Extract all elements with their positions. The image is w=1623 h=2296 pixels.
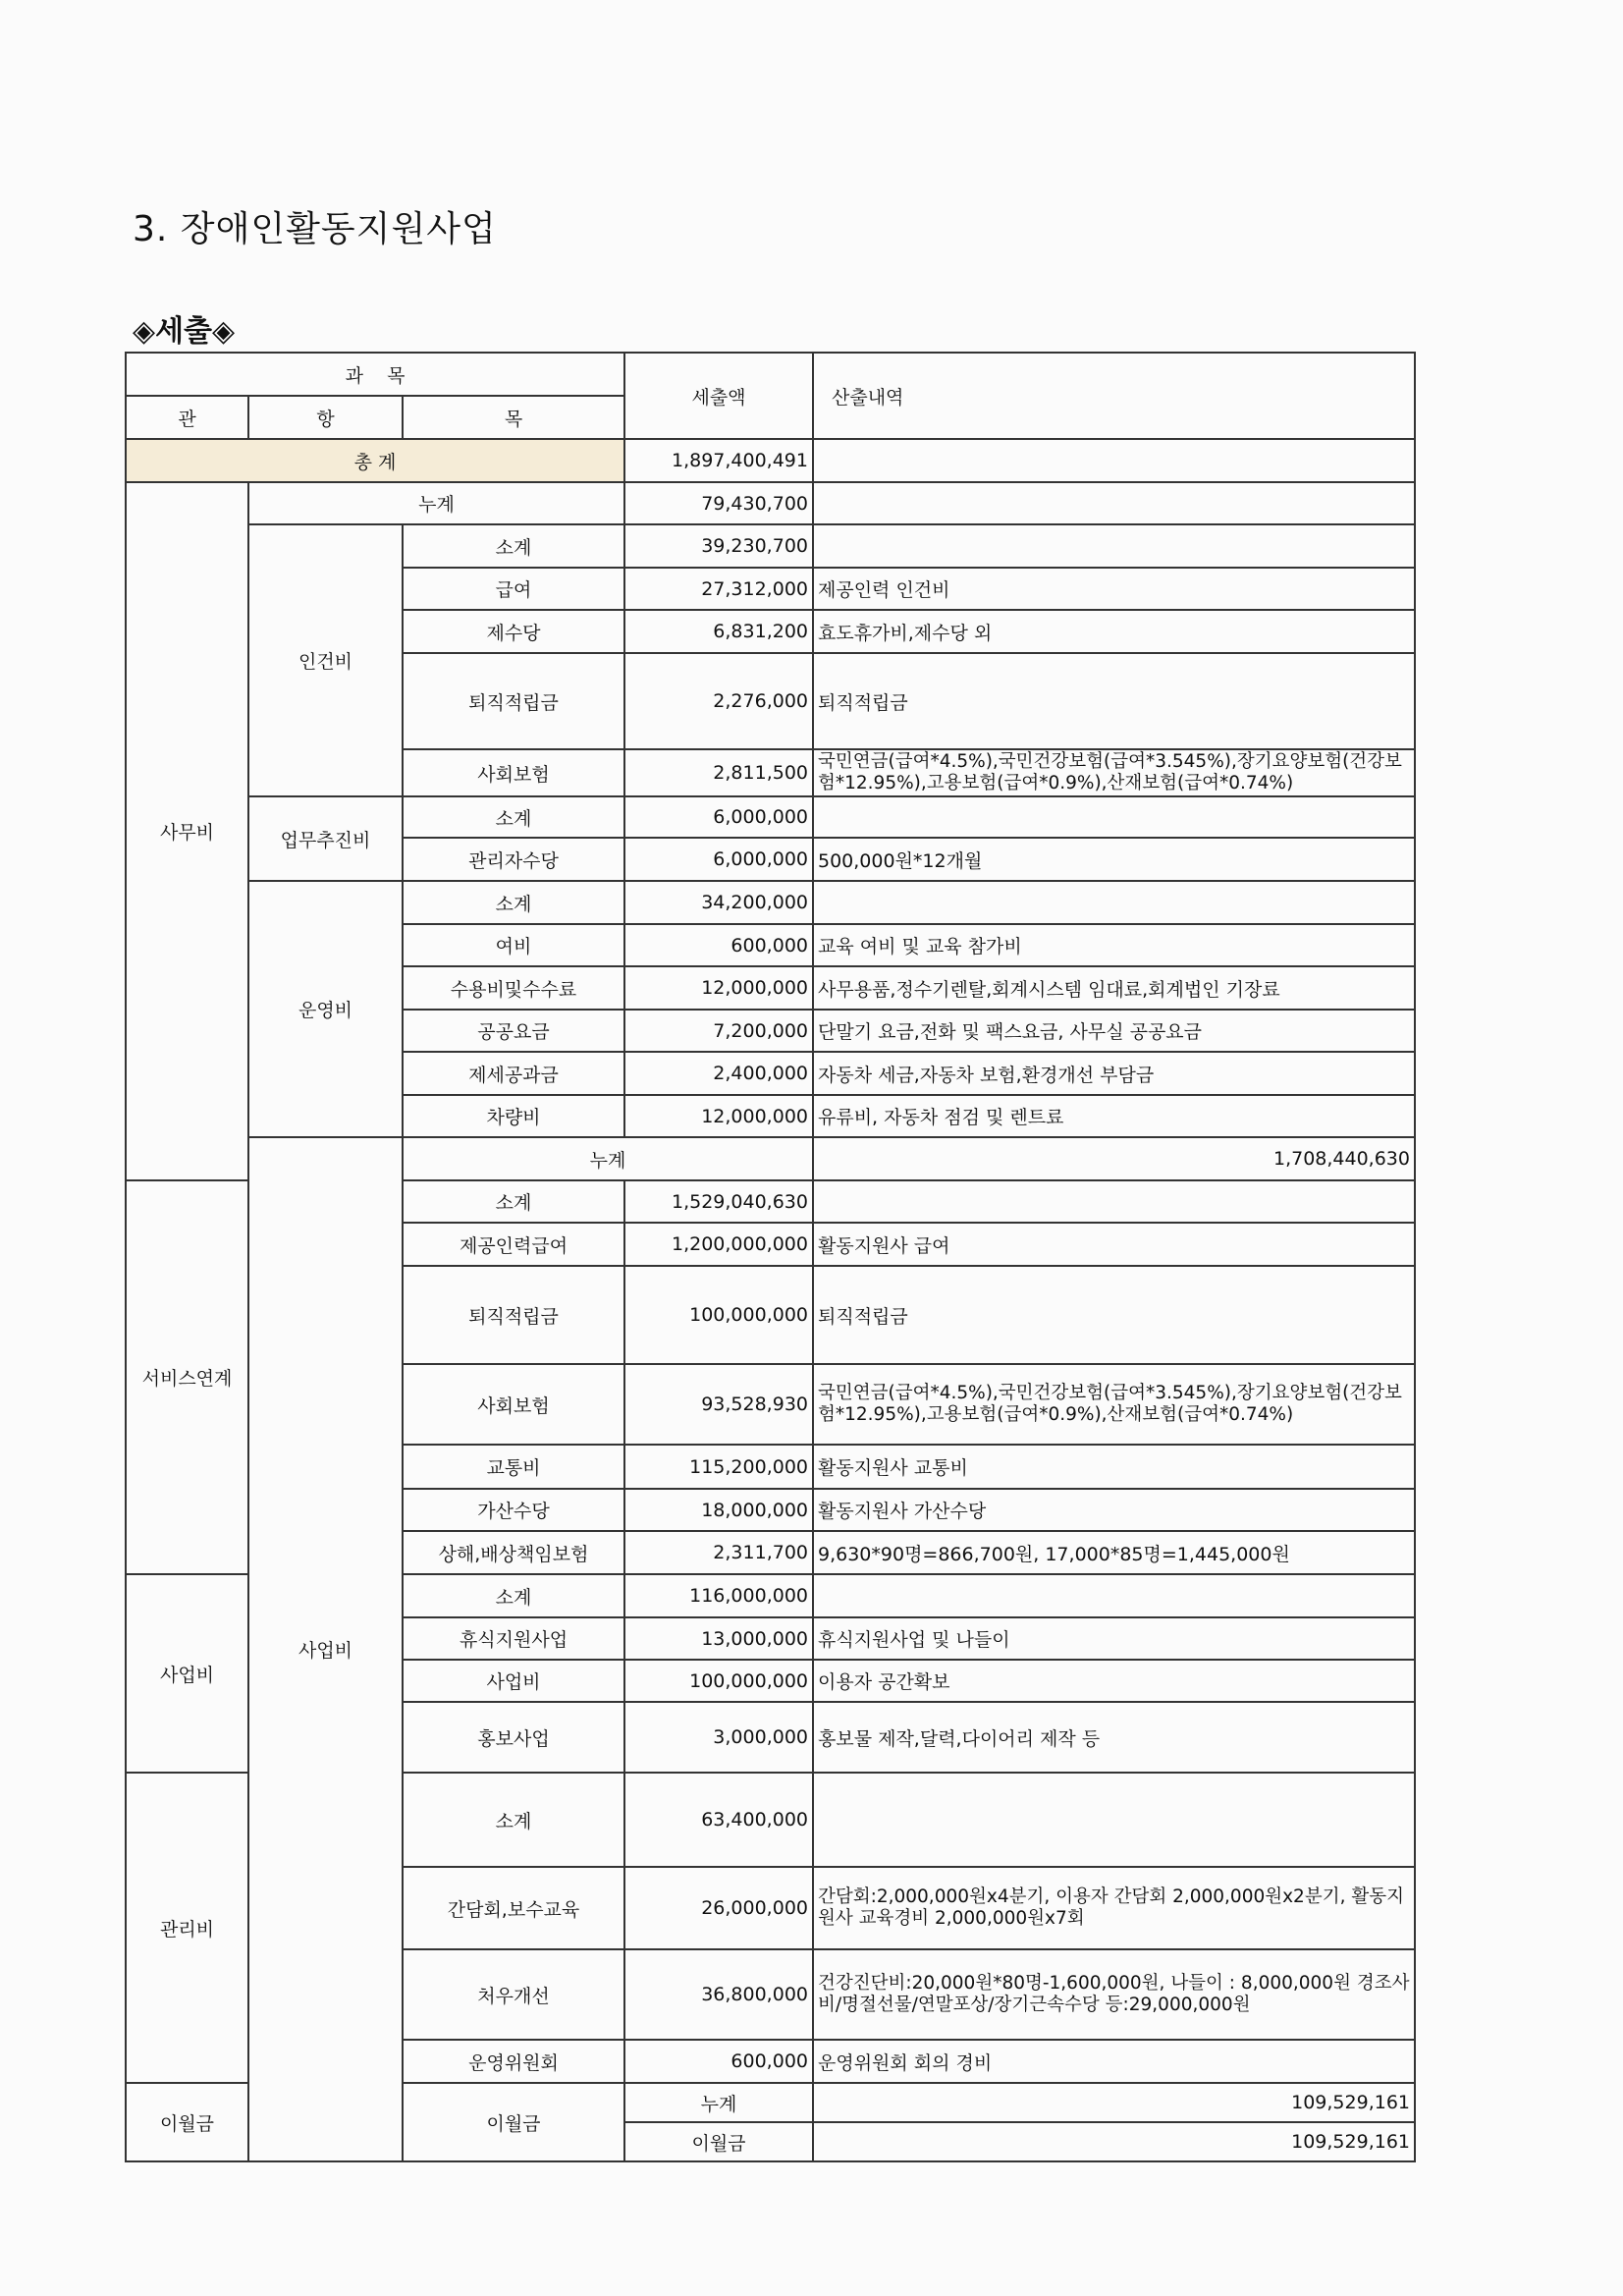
mok-cell: 제공인력급여 [403,1223,624,1266]
header-amount: 세출액 [624,353,813,439]
amount-cell: 7,200,000 [624,1010,813,1052]
mok-cell: 사회보험 [403,1364,624,1445]
amount-cell: 34,200,000 [624,881,813,924]
mok-cell: 상해,배상책임보험 [403,1531,624,1574]
gwan-cell: 사무비 [126,482,248,1180]
mok-cell: 제세공과금 [403,1052,624,1095]
detail-cell: 퇴직적립금 [813,653,1415,749]
detail-cell: 국민연금(급여*4.5%),국민건강보험(급여*3.545%),장기요양보험(건강보험*12.95%),고용보험(급여*0.9%),산재보험(급여*0.74%) [813,749,1415,796]
mok-cell: 소계 [403,524,624,568]
amount-cell: 100,000,000 [624,1660,813,1702]
amount-cell: 36,800,000 [624,1949,813,2040]
gwan-cell: 사업비 [248,1137,403,2161]
amount-cell: 115,200,000 [624,1445,813,1489]
header-group: 과 목 [126,353,624,396]
mok-cell: 소계 [403,1773,624,1867]
mok-cell: 수용비및수수료 [403,966,624,1010]
header-detail: 산출내역 [813,353,1415,439]
mok-cell: 퇴직적립금 [403,1266,624,1364]
mok-cell: 간담회,보수교육 [403,1867,624,1949]
amount-cell: 3,000,000 [624,1702,813,1773]
detail-cell: 제공인력 인건비 [813,568,1415,610]
amount-cell: 1,529,040,630 [624,1180,813,1223]
table-row [126,796,1415,838]
detail-cell: 9,630*90명=866,700원, 17,000*85명=1,445,000원 [813,1531,1415,1574]
subtotal-label: 누계 [403,1137,813,1180]
detail-cell: 활동지원사 교통비 [813,1445,1415,1489]
amount-cell: 6,000,000 [624,838,813,881]
table-row [126,482,1415,524]
hang-cell: 서비스연계 [126,1180,248,1574]
hang-cell: 사업비 [126,1574,248,1773]
detail-cell: 간담회:2,000,000원x4분기, 이용자 간담회 2,000,000원x2분기, 활동지원사 교육경비 2,000,000원x7회 [813,1867,1415,1949]
detail-cell: 휴식지원사업 및 나들이 [813,1617,1415,1660]
mok-cell: 소계 [403,1180,624,1223]
detail-cell: 운영위원회 회의 경비 [813,2040,1415,2083]
detail-cell: 단말기 요금,전화 및 팩스요금, 사무실 공공요금 [813,1010,1415,1052]
detail-cell: 홍보물 제작,달력,다이어리 제작 등 [813,1702,1415,1773]
table-row [126,439,1415,482]
mok-cell: 급여 [403,568,624,610]
detail-cell [813,439,1415,482]
amount-cell: 109,529,161 [813,2083,1415,2122]
detail-cell: 건강진단비:20,000원*80명-1,600,000원, 나들이 : 8,000,000원 경조사비/명절선물/연말포상/장기근속수당 등:29,000,000원 [813,1949,1415,2040]
amount-cell: 116,000,000 [624,1574,813,1617]
amount-cell: 1,200,000,000 [624,1223,813,1266]
table-row [126,1137,1415,1180]
amount-cell: 39,230,700 [624,524,813,568]
amount-cell: 93,528,930 [624,1364,813,1445]
amount-cell: 18,000,000 [624,1489,813,1531]
amount-cell: 2,311,700 [624,1531,813,1574]
amount-cell: 109,529,161 [813,2122,1415,2161]
total-label: 총 계 [126,439,624,482]
detail-cell [813,1574,1415,1617]
hang-cell: 운영비 [248,881,403,1137]
mok-cell: 차량비 [403,1095,624,1137]
detail-cell [813,881,1415,924]
amount-cell: 6,000,000 [624,796,813,838]
mok-cell: 사회보험 [403,749,624,796]
detail-cell [813,482,1415,524]
amount-cell: 1,708,440,630 [813,1137,1415,1180]
detail-cell [813,1180,1415,1223]
detail-cell: 유류비, 자동차 점검 및 렌트료 [813,1095,1415,1137]
amount-cell: 79,430,700 [624,482,813,524]
amount-cell: 600,000 [624,2040,813,2083]
detail-cell [813,1773,1415,1867]
mok-cell: 여비 [403,924,624,966]
amount-cell: 26,000,000 [624,1867,813,1949]
hang-cell: 업무추진비 [248,796,403,881]
header-mok: 목 [403,396,624,439]
detail-cell: 효도휴가비,제수당 외 [813,610,1415,653]
mok-cell: 처우개선 [403,1949,624,2040]
mok-cell: 사업비 [403,1660,624,1702]
detail-cell: 국민연금(급여*4.5%),국민건강보험(급여*3.545%),장기요양보험(건강보험*12.95%),고용보험(급여*0.9%),산재보험(급여*0.74%) [813,1364,1415,1445]
detail-cell: 퇴직적립금 [813,1266,1415,1364]
mok-cell: 제수당 [403,610,624,653]
detail-cell: 활동지원사 가산수당 [813,1489,1415,1531]
amount-cell: 27,312,000 [624,568,813,610]
detail-cell: 교육 여비 및 교육 참가비 [813,924,1415,966]
detail-cell [813,796,1415,838]
detail-cell: 사무용품,정수기렌탈,회계시스템 임대료,회계법인 기장료 [813,966,1415,1010]
amount-cell: 13,000,000 [624,1617,813,1660]
mok-cell: 휴식지원사업 [403,1617,624,1660]
mok-cell: 소계 [403,881,624,924]
amount-cell: 2,811,500 [624,749,813,796]
amount-cell: 63,400,000 [624,1773,813,1867]
mok-cell: 교통비 [403,1445,624,1489]
detail-cell [813,524,1415,568]
detail-cell: 자동차 세금,자동차 보험,환경개선 부담금 [813,1052,1415,1095]
total-amount: 1,897,400,491 [624,439,813,482]
page-title: 3. 장애인활동지원사업 [133,209,497,249]
header-row [126,353,1415,396]
amount-cell: 12,000,000 [624,1095,813,1137]
mok-cell: 관리자수당 [403,838,624,881]
amount-cell: 600,000 [624,924,813,966]
detail-cell: 이용자 공간확보 [813,1660,1415,1702]
table-row [126,881,1415,924]
mok-cell: 운영위원회 [403,2040,624,2083]
mok-cell: 누계 [624,2083,813,2122]
amount-cell: 2,400,000 [624,1052,813,1095]
mok-cell: 소계 [403,1574,624,1617]
detail-cell: 500,000원*12개월 [813,838,1415,881]
hang-cell: 관리비 [126,1773,248,2083]
amount-cell: 100,000,000 [624,1266,813,1364]
detail-cell: 활동지원사 급여 [813,1223,1415,1266]
header-hang: 항 [248,396,403,439]
table-row [126,524,1415,568]
amount-cell: 2,276,000 [624,653,813,749]
expenditure-table [125,352,1416,2162]
subtotal-label: 누계 [248,482,624,524]
mok-cell: 홍보사업 [403,1702,624,1773]
hang-cell: 이월금 [403,2083,624,2161]
gwan-cell: 이월금 [126,2083,248,2161]
amount-cell: 12,000,000 [624,966,813,1010]
mok-cell: 이월금 [624,2122,813,2161]
hang-cell: 인건비 [248,524,403,796]
amount-cell: 6,831,200 [624,610,813,653]
mok-cell: 소계 [403,796,624,838]
mok-cell: 퇴직적립금 [403,653,624,749]
section-title: ◈세출◈ [133,314,236,349]
header-gwan: 관 [126,396,248,439]
mok-cell: 공공요금 [403,1010,624,1052]
mok-cell: 가산수당 [403,1489,624,1531]
